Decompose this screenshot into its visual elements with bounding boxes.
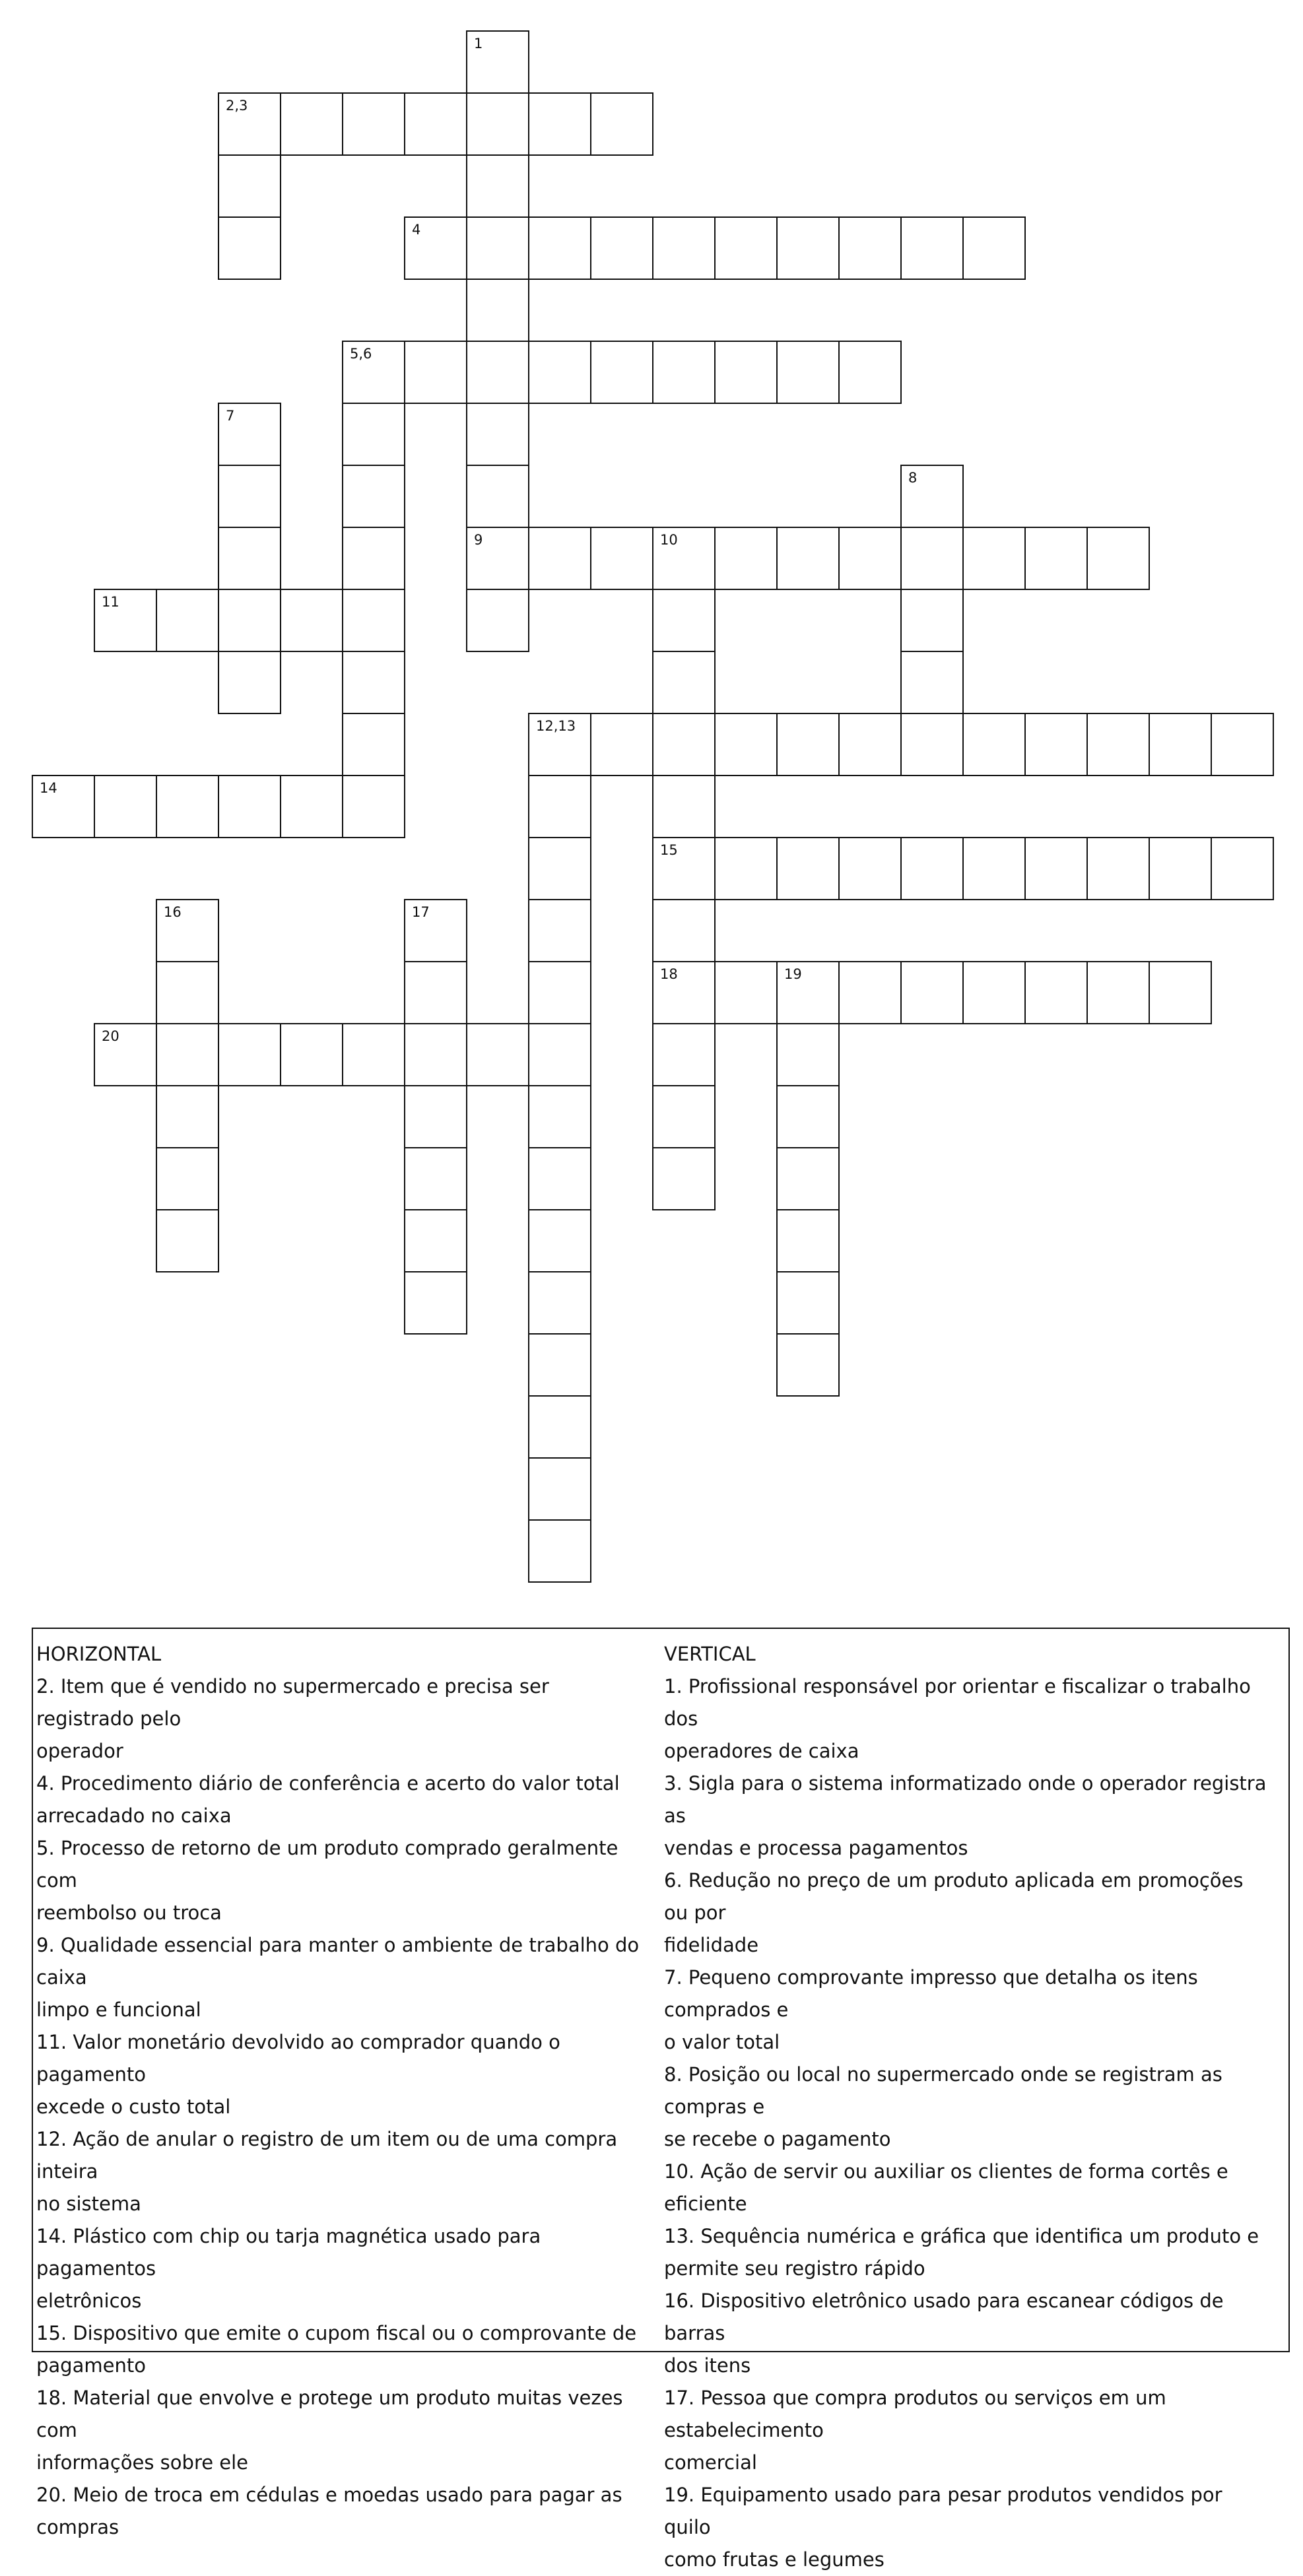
crossword-cell[interactable] [218, 403, 281, 466]
down-clue-line: 7. Pequeno comprovante impresso que detalha os itens comprados e [664, 1966, 1198, 2021]
crossword-cell[interactable] [404, 1023, 467, 1086]
crossword-cell[interactable] [218, 465, 281, 528]
crossword-cell[interactable] [1024, 961, 1088, 1024]
crossword-cell[interactable] [156, 775, 219, 838]
down-clues [664, 1638, 1271, 2576]
crossword-cell[interactable] [776, 341, 840, 404]
crossword-cell[interactable] [900, 651, 964, 714]
across-clue-line: limpo e funcional [36, 1998, 201, 2021]
crossword-cell[interactable] [404, 1209, 467, 1272]
crossword-cell[interactable] [466, 403, 529, 466]
down-clue-line: como frutas e legumes [664, 2548, 885, 2571]
crossword-cell[interactable] [528, 1395, 591, 1459]
crossword-cell[interactable] [652, 899, 716, 962]
crossword-cell[interactable] [466, 216, 529, 280]
crossword-cell[interactable] [528, 216, 591, 280]
crossword-cell[interactable] [218, 154, 281, 218]
crossword-cell[interactable] [466, 154, 529, 218]
down-clue-line: o valor total [664, 2031, 780, 2053]
crossword-cell[interactable] [776, 1333, 840, 1397]
crossword-cell[interactable] [652, 775, 716, 838]
crossword-cell[interactable] [652, 216, 716, 280]
crossword-cell[interactable] [280, 775, 343, 838]
crossword-cell[interactable] [714, 527, 778, 590]
crossword-cell[interactable] [404, 1147, 467, 1210]
crossword-cell[interactable] [652, 527, 716, 590]
crossword-cell[interactable] [156, 1023, 219, 1086]
crossword-cell[interactable] [528, 775, 591, 838]
crossword-cell[interactable] [900, 961, 964, 1024]
crossword-cell[interactable] [962, 527, 1026, 590]
crossword-cell[interactable] [1086, 713, 1150, 776]
crossword-cell[interactable] [1149, 837, 1212, 900]
crossword-cell[interactable] [1086, 527, 1150, 590]
down-clue-line: vendas e processa pagamentos [664, 1837, 968, 1859]
clue-number: 19 [784, 966, 802, 982]
crossword-cell[interactable] [32, 775, 95, 838]
crossword-cell[interactable] [94, 775, 157, 838]
crossword-cell[interactable] [528, 1271, 591, 1335]
crossword-cell[interactable] [900, 713, 964, 776]
down-clue-line: 3. Sigla para o sistema informatizado onde o operador registra as [664, 1772, 1267, 1827]
crossword-cell[interactable] [218, 216, 281, 280]
crossword-cell[interactable] [652, 651, 716, 714]
crossword-cell[interactable] [714, 341, 778, 404]
across-clue-line: 15. Dispositivo que emite o cupom fiscal ou o comprovante de [36, 2322, 637, 2344]
down-clue-line: 19. Equipamento usado para pesar produtos vendidos por quilo [664, 2484, 1222, 2538]
crossword-cell[interactable] [652, 961, 716, 1024]
down-clue-line: 6. Redução no preço de um produto aplicada em promoções ou por [664, 1869, 1244, 1924]
crossword-cell[interactable] [342, 713, 405, 776]
crossword-cell[interactable] [280, 1023, 343, 1086]
clue-number: 14 [40, 780, 57, 796]
crossword-cell[interactable] [156, 899, 219, 962]
across-clue-line: informações sobre ele [36, 2451, 249, 2474]
crossword-cell[interactable] [404, 1271, 467, 1335]
crossword-cell[interactable] [714, 216, 778, 280]
crossword-cell[interactable] [466, 279, 529, 342]
crossword-cell[interactable] [776, 216, 840, 280]
crossword-cell[interactable] [590, 527, 653, 590]
crossword-cell[interactable] [838, 216, 902, 280]
crossword-cell[interactable] [466, 527, 529, 590]
crossword-cell[interactable] [1024, 837, 1088, 900]
crossword-cell[interactable] [776, 837, 840, 900]
crossword-cell[interactable] [652, 1147, 716, 1210]
crossword-cell[interactable] [962, 713, 1026, 776]
across-clue-line: 11. Valor monetário devolvido ao comprador quando o pagamento [36, 2031, 560, 2086]
crossword-cell[interactable] [776, 1023, 840, 1086]
crossword-cell[interactable] [528, 1085, 591, 1148]
crossword-cell[interactable] [900, 589, 964, 652]
clue-number: 7 [226, 408, 235, 424]
crossword-cell[interactable] [776, 1271, 840, 1335]
crossword-cell[interactable] [466, 1023, 529, 1086]
crossword-cell[interactable] [714, 837, 778, 900]
crossword-cell[interactable] [528, 1457, 591, 1521]
down-clue-line: permite seu registro rápido [664, 2257, 925, 2280]
down-clue-line: 16. Dispositivo eletrônico usado para escanear códigos de barras [664, 2290, 1224, 2344]
crossword-cell[interactable] [528, 341, 591, 404]
clue-number: 5,6 [350, 346, 372, 362]
crossword-cell[interactable] [94, 589, 157, 652]
crossword-cell[interactable] [342, 1023, 405, 1086]
across-clue-line: no sistema [36, 2193, 141, 2215]
crossword-cell[interactable] [466, 589, 529, 652]
crossword-cell[interactable] [528, 92, 591, 156]
crossword-cell[interactable] [776, 1209, 840, 1272]
crossword-cell[interactable] [776, 1147, 840, 1210]
crossword-cell[interactable] [342, 92, 405, 156]
crossword-cell[interactable] [900, 837, 964, 900]
down-clue-line: 13. Sequência numérica e gráfica que identifica um produto e [664, 2225, 1259, 2247]
across-clue-line: 2. Item que é vendido no supermercado e precisa ser registrado pelo [36, 1675, 549, 1730]
crossword-cell[interactable] [342, 341, 405, 404]
crossword-cell[interactable] [466, 341, 529, 404]
crossword-cell[interactable] [838, 837, 902, 900]
across-clues [36, 1638, 644, 2544]
crossword-cell[interactable] [404, 216, 467, 280]
down-clue-line: fidelidade [664, 1934, 759, 1956]
across-clue-line: pagamento [36, 2354, 146, 2377]
crossword-cell[interactable] [1211, 837, 1274, 900]
crossword-cell[interactable] [900, 527, 964, 590]
crossword-cell[interactable] [528, 1519, 591, 1583]
crossword-cell[interactable] [404, 92, 467, 156]
crossword-cell[interactable] [962, 216, 1026, 280]
crossword-cell[interactable] [1149, 713, 1212, 776]
crossword-cell[interactable] [218, 92, 281, 156]
across-clue-line: 4. Procedimento diário de conferência e acerto do valor total [36, 1772, 620, 1795]
clue-number: 17 [412, 904, 430, 920]
crossword-cell[interactable] [218, 527, 281, 590]
crossword-cell[interactable] [94, 1023, 157, 1086]
clue-number: 16 [164, 904, 182, 920]
clue-number: 12,13 [536, 718, 576, 734]
across-clue-line: 12. Ação de anular o registro de um item ou de uma compra inteira [36, 2128, 618, 2183]
down-clue-line: 10. Ação de servir ou auxiliar os clientes de forma cortês e eficiente [664, 2160, 1228, 2215]
down-clue-line: 17. Pessoa que compra produtos ou serviços em um estabelecimento [664, 2387, 1166, 2441]
down-clue-line: se recebe o pagamento [664, 2128, 891, 2150]
crossword-cell[interactable] [1024, 527, 1088, 590]
crossword-cell[interactable] [156, 589, 219, 652]
crossword-cell[interactable] [404, 961, 467, 1024]
crossword-cell[interactable] [218, 775, 281, 838]
crossword-cell[interactable] [404, 341, 467, 404]
crossword-cell[interactable] [528, 1209, 591, 1272]
crossword-cell[interactable] [342, 589, 405, 652]
clue-number: 10 [660, 532, 678, 548]
crossword-cell[interactable] [714, 713, 778, 776]
across-clue-line: 9. Qualidade essencial para manter o ambiente de trabalho do caixa [36, 1934, 640, 1989]
crossword-cell[interactable] [218, 589, 281, 652]
across-clue-line: 5. Processo de retorno de um produto comprado geralmente com [36, 1837, 618, 1892]
clue-number: 20 [102, 1028, 119, 1044]
down-clue-line: dos itens [664, 2354, 751, 2377]
clue-number: 8 [908, 470, 918, 486]
crossword-cell[interactable] [466, 465, 529, 528]
crossword-cell[interactable] [652, 1023, 716, 1086]
crossword-cell[interactable] [1024, 713, 1088, 776]
across-clue-line: reembolso ou troca [36, 1901, 222, 1924]
crossword-cell[interactable] [280, 589, 343, 652]
crossword-cell[interactable] [528, 837, 591, 900]
crossword-cell[interactable] [404, 899, 467, 962]
crossword-cell[interactable] [776, 961, 840, 1024]
crossword-cell[interactable] [838, 527, 902, 590]
crossword-cell[interactable] [652, 713, 716, 776]
clue-number: 18 [660, 966, 678, 982]
clues-box [32, 1628, 1290, 2571]
crossword-cell[interactable] [528, 1147, 591, 1210]
across-clue-line: eletrônicos [36, 2290, 142, 2312]
across-clue-line: 18. Material que envolve e protege um produto muitas vezes com [36, 2387, 623, 2441]
across-clue-line: 14. Plástico com chip ou tarja magnética usado para pagamentos [36, 2225, 541, 2280]
crossword-cell[interactable] [590, 713, 653, 776]
crossword-cell[interactable] [776, 1085, 840, 1148]
down-clue-line: operadores de caixa [664, 1740, 859, 1762]
crossword-cell[interactable] [528, 899, 591, 962]
down-clue-line: comercial [664, 2451, 757, 2474]
crossword-cell[interactable] [962, 961, 1026, 1024]
crossword-cell[interactable] [1211, 713, 1274, 776]
crossword-cell[interactable] [528, 961, 591, 1024]
across-clue-line: operador [36, 1740, 123, 1762]
crossword-cell[interactable] [156, 961, 219, 1024]
crossword-cell[interactable] [528, 527, 591, 590]
crossword-cell[interactable] [838, 713, 902, 776]
crossword-cell[interactable] [528, 1333, 591, 1397]
crossword-cell[interactable] [962, 837, 1026, 900]
crossword-cell[interactable] [1149, 961, 1212, 1024]
crossword-cell[interactable] [342, 527, 405, 590]
crossword-cell[interactable] [838, 961, 902, 1024]
crossword-cell[interactable] [528, 1023, 591, 1086]
clue-number: 11 [102, 594, 119, 610]
across-heading: HORIZONTAL [36, 1643, 162, 1665]
crossword-cell[interactable] [900, 465, 964, 528]
across-clue-line: excede o custo total [36, 2096, 231, 2118]
crossword-cell[interactable] [404, 1085, 467, 1148]
crossword-cell[interactable] [466, 92, 529, 156]
down-heading: VERTICAL [664, 1643, 756, 1665]
crossword-cell[interactable] [218, 651, 281, 714]
crossword-cell[interactable] [652, 589, 716, 652]
across-clue-line: compras [36, 2516, 119, 2538]
crossword-cell[interactable] [466, 30, 529, 94]
crossword-cell[interactable] [156, 1147, 219, 1210]
clue-number: 15 [660, 842, 678, 858]
crossword-cell[interactable] [342, 775, 405, 838]
crossword-cell[interactable] [342, 651, 405, 714]
down-clue-line: 1. Profissional responsável por orientar e fiscalizar o trabalho dos [664, 1675, 1251, 1730]
down-clue-line: 8. Posição ou local no supermercado onde se registram as compras e [664, 2063, 1222, 2118]
across-clue-list [36, 1670, 644, 2544]
crossword-cell[interactable] [342, 465, 405, 528]
crossword-cell[interactable] [900, 216, 964, 280]
clue-number: 4 [412, 222, 421, 238]
crossword-cell[interactable] [280, 92, 343, 156]
crossword-cell[interactable] [590, 92, 653, 156]
down-clue-list [664, 1670, 1271, 2576]
crossword-cell[interactable] [590, 341, 653, 404]
crossword-cell[interactable] [590, 216, 653, 280]
crossword-cell[interactable] [528, 713, 591, 776]
crossword-cell[interactable] [652, 837, 716, 900]
crossword-cell[interactable] [156, 1085, 219, 1148]
crossword-cell[interactable] [652, 1085, 716, 1148]
across-clue-line: arrecadado no caixa [36, 1804, 232, 1827]
crossword-cell[interactable] [1086, 961, 1150, 1024]
across-clue-line: 20. Meio de troca em cédulas e moedas usado para pagar as [36, 2484, 622, 2506]
crossword-cell[interactable] [838, 341, 902, 404]
crossword-cell[interactable] [714, 961, 778, 1024]
clue-number: 2,3 [226, 98, 248, 114]
crossword-cell[interactable] [776, 527, 840, 590]
clue-number: 1 [474, 36, 483, 51]
crossword-cell[interactable] [776, 713, 840, 776]
crossword-cell[interactable] [218, 1023, 281, 1086]
crossword-cell[interactable] [156, 1209, 219, 1272]
crossword-cell[interactable] [342, 403, 405, 466]
clue-number: 9 [474, 532, 483, 548]
crossword-cell[interactable] [1086, 837, 1150, 900]
crossword-cell[interactable] [652, 341, 716, 404]
